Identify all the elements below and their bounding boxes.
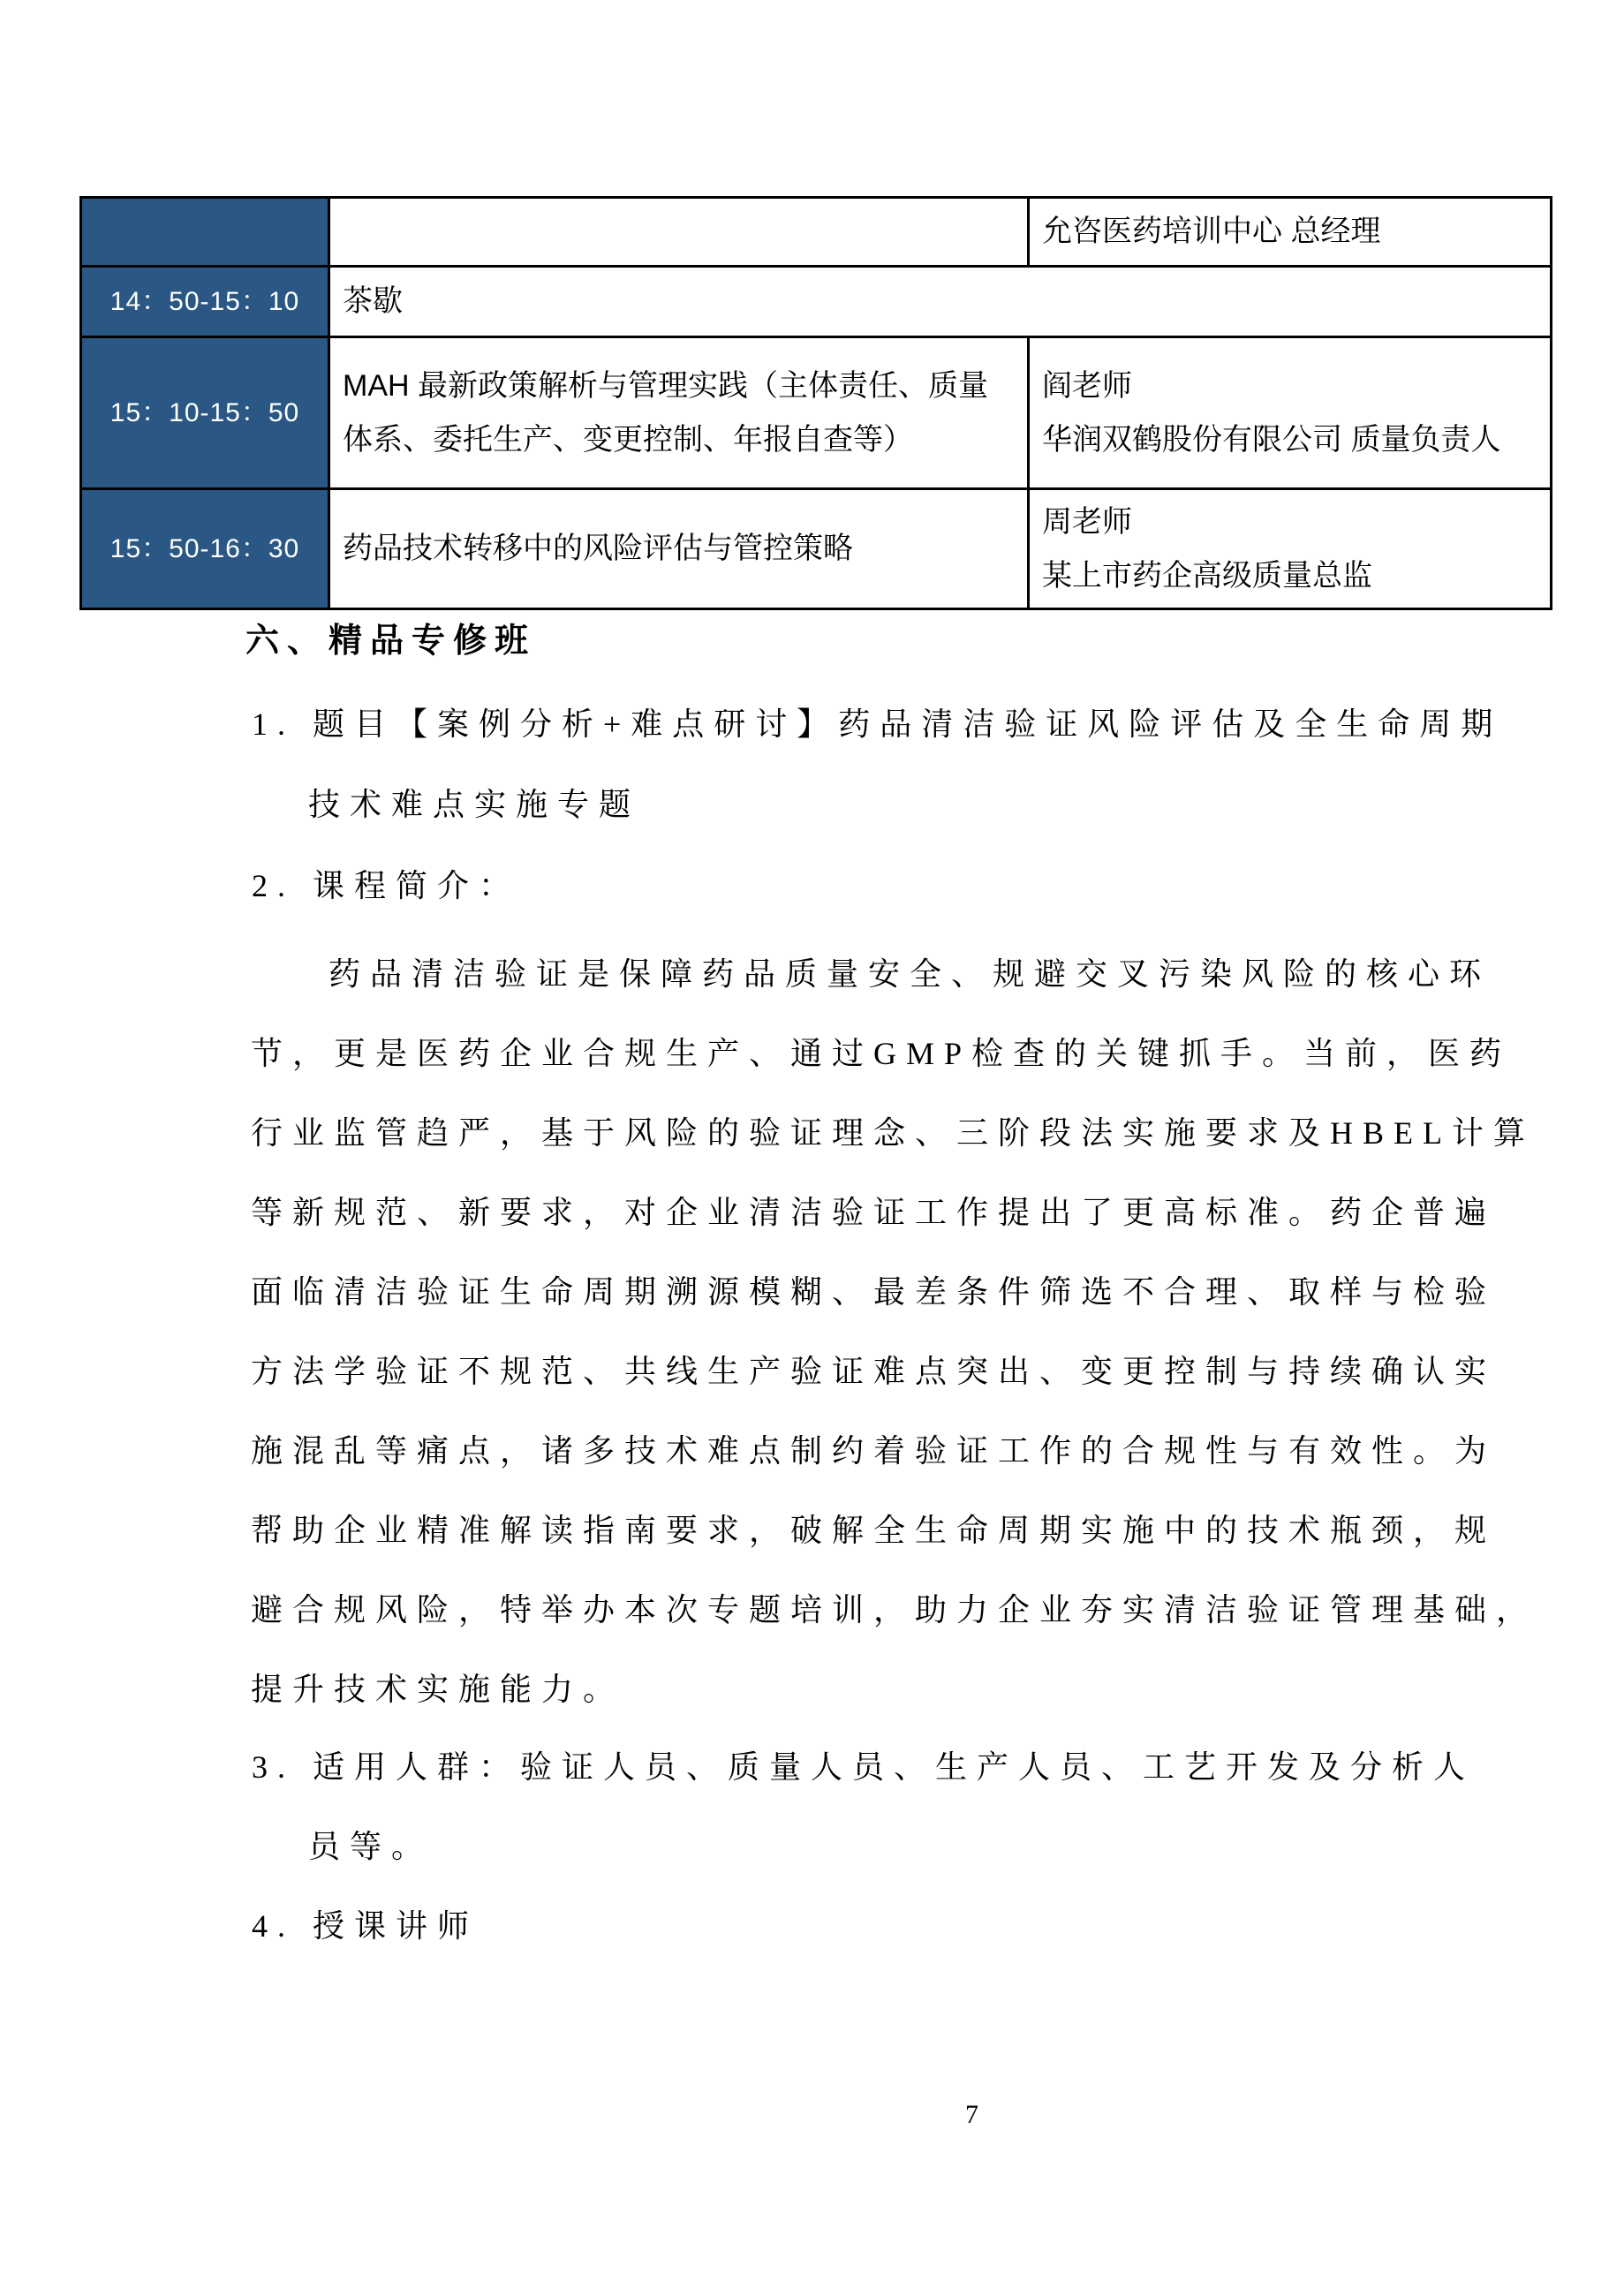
time-cell — [81, 198, 329, 267]
table-row — [81, 337, 1552, 489]
list-item-4: 4. 授课讲师 — [252, 1908, 480, 1944]
intro-paragraph-line: 方法学验证不规范、共线生产验证难点突出、变更控制与持续确认实 — [251, 1354, 1497, 1389]
speaker-cell — [1029, 337, 1552, 489]
intro-paragraph-line: 节，更是医药企业合规生产、通过GMP检查的关键抓手。当前，医药 — [251, 1036, 1512, 1071]
speaker-cell — [1029, 489, 1552, 609]
intro-paragraph-line: 帮助企业精准解读指南要求，破解全生命周期实施中的技术瓶颈，规 — [251, 1513, 1497, 1548]
speaker-line: 某上市药企高级质量总监 — [1042, 558, 1372, 593]
speaker-line: 华润双鹤股份有限公司 质量负责人 — [1042, 422, 1501, 457]
list-item-2: 2. 课程简介： — [252, 868, 521, 903]
speaker-cell — [1029, 198, 1552, 267]
topic-cell — [329, 198, 1029, 267]
intro-paragraph-line: 面临清洁验证生命周期溯源模糊、最差条件筛选不合理、取样与检验 — [251, 1274, 1497, 1310]
page-number: 7 — [965, 2100, 978, 2129]
intro-paragraph-line: 施混乱等痛点，诸多技术难点制约着验证工作的合规性与有效性。为 — [251, 1433, 1497, 1469]
schedule-table — [79, 196, 1552, 610]
intro-paragraph-line: 提升技术实施能力。 — [251, 1672, 625, 1707]
list-item-1-line-1: 1. 题目【案例分析+难点研讨】药品清洁验证风险评估及全生命周期 — [252, 706, 1503, 742]
time-cell: 15：50-16：30 — [81, 489, 329, 609]
speaker-line: 周老师 — [1042, 505, 1132, 539]
topic-cell: 茶歇 — [329, 267, 1552, 337]
list-item-1-line-2: 技术难点实施专题 — [308, 787, 641, 822]
topic-cell: MAH 最新政策解析与管理实践（主体责任、质量体系、委托生产、变更控制、年报自查等） — [329, 337, 1029, 489]
list-item-3-line-1: 3. 适用人群：验证人员、质量人员、生产人员、工艺开发及分析人 — [252, 1749, 1476, 1785]
table-row — [81, 267, 1552, 337]
time-cell: 15：10-15：50 — [81, 337, 329, 489]
table-row — [81, 489, 1552, 609]
speaker-line: 阎老师 — [1042, 368, 1132, 403]
intro-paragraph-line: 行业监管趋严，基于风险的验证理念、三阶段法实施要求及HBEL计算 — [251, 1115, 1535, 1151]
intro-paragraph-line: 药品清洁验证是保障药品质量安全、规避交叉污染风险的核心环 — [329, 956, 1492, 992]
speaker-line: 允咨医药培训中心 总经理 — [1042, 215, 1381, 249]
topic-cell: 药品技术转移中的风险评估与管控策略 — [329, 489, 1029, 609]
table-row — [81, 198, 1552, 267]
time-cell: 14：50-15：10 — [81, 267, 329, 337]
list-item-3-line-2: 员等。 — [308, 1829, 434, 1864]
intro-paragraph-line: 避合规风险，特举办本次专题培训，助力企业夯实清洁验证管理基础， — [251, 1592, 1538, 1628]
section-heading: 六、精品专修班 — [245, 623, 537, 660]
intro-paragraph-line: 等新规范、新要求，对企业清洁验证工作提出了更高标准。药企普遍 — [251, 1195, 1497, 1230]
